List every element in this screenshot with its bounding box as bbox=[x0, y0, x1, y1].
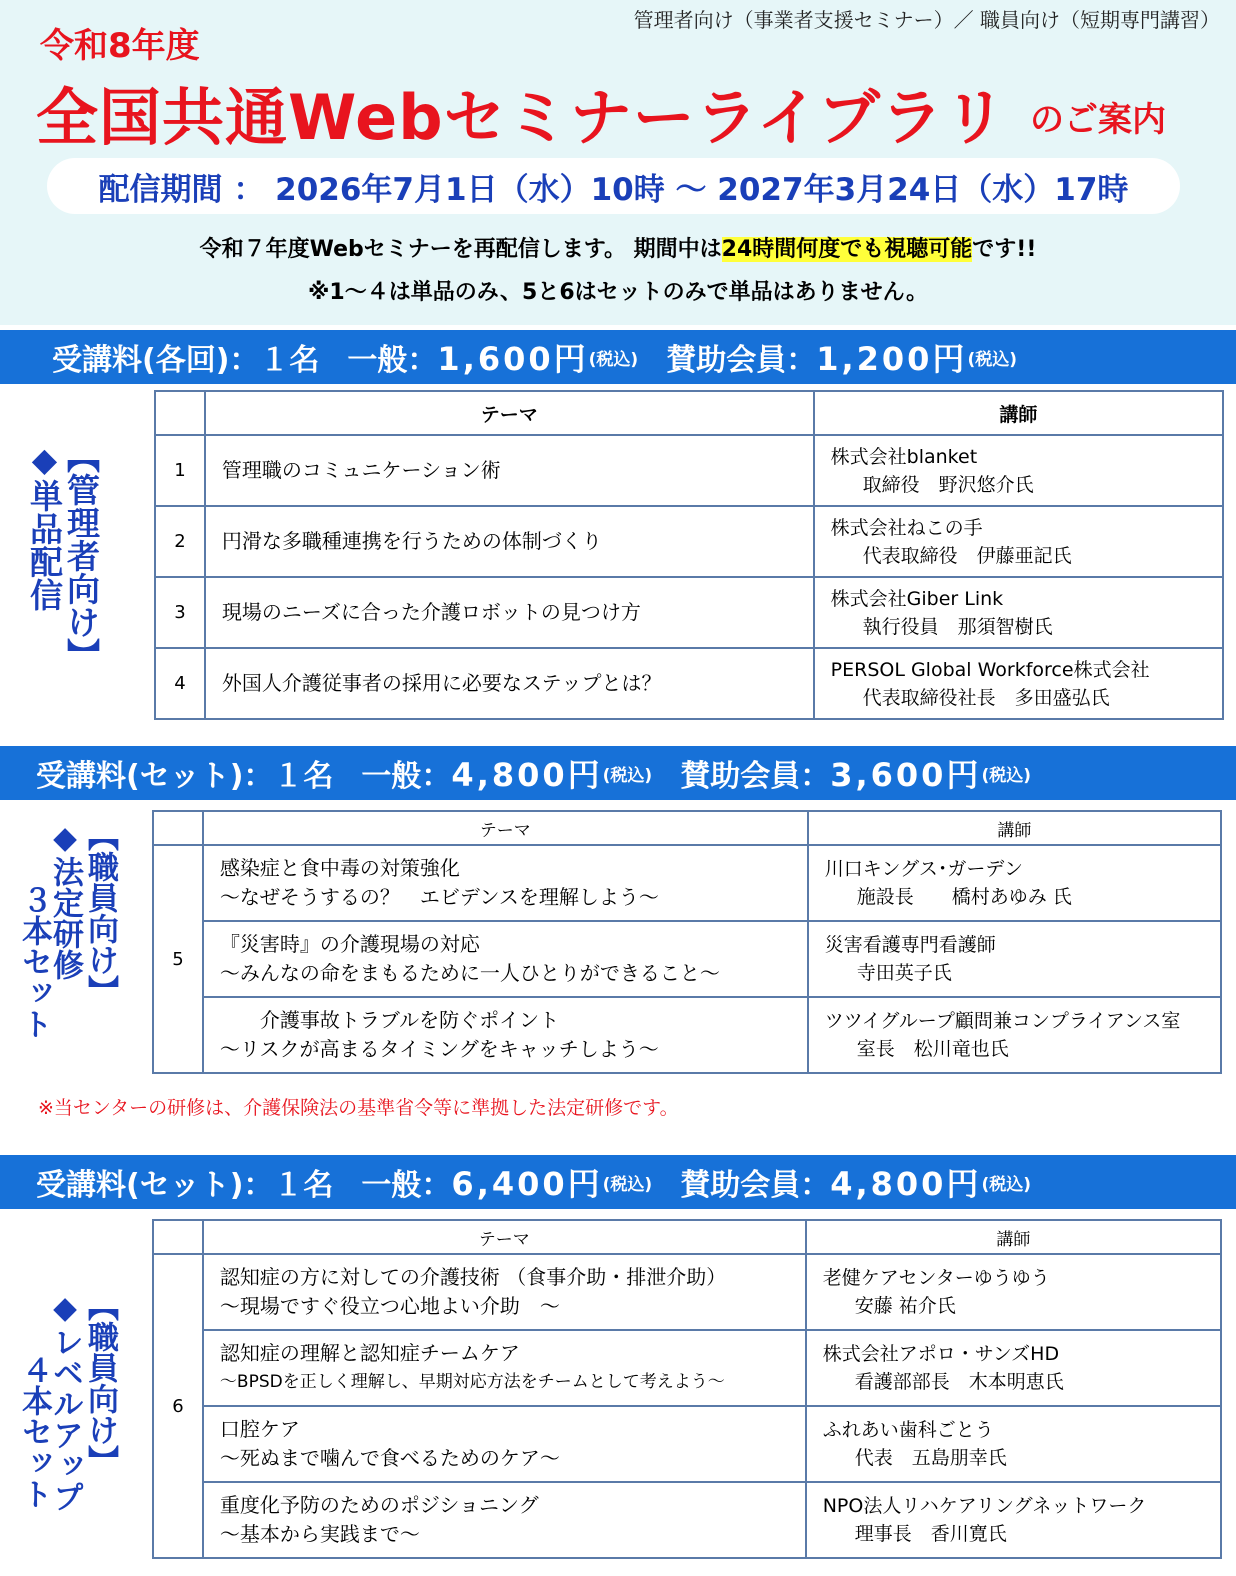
row-theme bbox=[203, 921, 808, 997]
lecturer-name: 取締役 野沢悠介氏 bbox=[862, 473, 1034, 496]
side-set: ３本セット bbox=[16, 884, 52, 1039]
member-label: 賛助会員： bbox=[666, 343, 817, 378]
theme-subtitle: ～リスクが高まるタイミングをキャッチしよう～ bbox=[219, 1037, 659, 1061]
lecturer-name: 看護部部長 木本明恵氏 bbox=[854, 1371, 1064, 1393]
row-lecturer bbox=[806, 1482, 1221, 1558]
side-label-legal bbox=[16, 820, 118, 1070]
lecturer-org: ふれあい歯科ごとう bbox=[822, 1419, 994, 1441]
header-no bbox=[155, 391, 205, 435]
tax-label: (税込) bbox=[967, 349, 1017, 370]
table-row bbox=[155, 506, 1223, 577]
row-lecturer bbox=[808, 997, 1221, 1073]
table-row bbox=[153, 997, 1221, 1073]
page-title: 全国共通Webセミナーライブラリ bbox=[36, 81, 1007, 154]
table-row bbox=[153, 1482, 1221, 1558]
title-suffix: のご案内 bbox=[1030, 100, 1166, 140]
row-theme bbox=[203, 997, 808, 1073]
lecturer-name: 理事長 香川寛氏 bbox=[854, 1523, 1007, 1545]
row-theme: 現場のニーズに合った介護ロボットの見つけ方 bbox=[205, 577, 814, 648]
lecturer-org: 株式会社blanket bbox=[830, 445, 978, 468]
table-legal-training bbox=[152, 810, 1222, 1074]
general-label: 一般： bbox=[347, 343, 438, 378]
theme-subtitle: ～みんなの命をまもるために一人ひとりができること～ bbox=[219, 961, 720, 985]
lecturer-org: NPO法人リハケアリングネットワーク bbox=[822, 1495, 1147, 1517]
theme-subtitle: ～現場ですぐ役立つ心地よい介助 ～ bbox=[219, 1294, 560, 1318]
general-price: 4,800円 bbox=[451, 756, 603, 794]
notice-line-2: ※1～４は単品のみ、5と6はセットのみで単品はありません。 bbox=[308, 280, 928, 305]
member-price: 4,800円 bbox=[830, 1165, 982, 1203]
notice-line-1 bbox=[0, 232, 1236, 263]
notice-text: 令和７年度Webセミナーを再配信します。 期間中は bbox=[199, 237, 722, 262]
row-theme bbox=[203, 1254, 806, 1330]
lecturer-org: 株式会社アポロ・サンズHD bbox=[822, 1343, 1060, 1365]
header-no bbox=[153, 1220, 203, 1254]
row-theme bbox=[203, 1330, 806, 1406]
member-label: 賛助会員： bbox=[680, 759, 831, 794]
side-type: 単品配信 bbox=[25, 479, 64, 611]
side-label-levelup bbox=[16, 1290, 118, 1540]
lecturer-name: 代表 五島朋幸氏 bbox=[854, 1447, 1007, 1469]
theme-title: 『災害時』の介護現場の対応 bbox=[219, 932, 480, 956]
side-bracket: 【職員向け】 bbox=[82, 820, 118, 1006]
row-lecturer bbox=[814, 648, 1223, 719]
table-row bbox=[153, 921, 1221, 997]
member-price: 3,600円 bbox=[830, 756, 982, 794]
table-single-seminars bbox=[154, 390, 1224, 720]
general-price: 6,400円 bbox=[451, 1165, 603, 1203]
audience-text: 管理者向け（事業者支援セミナー）／ 職員向け（短期専門講習） bbox=[633, 8, 1220, 32]
tax-label: (税込) bbox=[588, 349, 639, 370]
row-theme bbox=[203, 845, 808, 921]
theme-title: 重度化予防のためのポジショニング bbox=[219, 1493, 539, 1517]
row-lecturer bbox=[806, 1406, 1221, 1482]
lecturer-name: 代表取締役社長 多田盛弘氏 bbox=[862, 686, 1110, 709]
fee-label: 受講料(セット)：１名 bbox=[36, 1168, 334, 1203]
row-theme: 管理職のコミュニケーション術 bbox=[205, 435, 814, 506]
table-row bbox=[153, 845, 1221, 921]
row-no: 6 bbox=[153, 1254, 203, 1558]
theme-subtitle: ～BPSDを正しく理解し、早期対応方法をチームとして考えよう～ bbox=[219, 1372, 725, 1392]
distribution-period: 配信期間 ： 2026年7月1日（水）10時 ～ 2027年3月24日（水）17時 bbox=[47, 158, 1180, 214]
row-lecturer bbox=[814, 577, 1223, 648]
legal-training-note: ※当センターの研修は、介護保険法の基準省令等に準拠した法定研修です。 bbox=[38, 1097, 679, 1119]
theme-title: 認知症の理解と認知症チームケア bbox=[219, 1341, 520, 1365]
table-row bbox=[153, 1254, 1221, 1330]
theme-title: 介護事故トラブルを防ぐポイント bbox=[219, 1008, 560, 1032]
theme-title: 口腔ケア bbox=[219, 1417, 300, 1441]
lecturer-name: 執行役員 那須智樹氏 bbox=[862, 615, 1053, 638]
lecturer-org: 株式会社ねこの手 bbox=[830, 516, 983, 539]
fee-bar-single bbox=[0, 330, 1236, 384]
general-price: 1,600円 bbox=[437, 340, 589, 378]
row-no: 4 bbox=[155, 648, 205, 719]
tax-label: (税込) bbox=[602, 765, 653, 786]
side-bracket: 【管理者向け】 bbox=[62, 440, 101, 671]
theme-subtitle: ～基本から実践まで～ bbox=[219, 1522, 420, 1546]
row-theme: 円滑な多職種連携を行うための体制づくり bbox=[205, 506, 814, 577]
header-theme: テーマ bbox=[205, 391, 814, 435]
general-label: 一般： bbox=[361, 1168, 452, 1203]
side-bracket: 【職員向け】 bbox=[82, 1290, 118, 1476]
side-set: ４本セット bbox=[16, 1354, 52, 1509]
row-lecturer bbox=[814, 506, 1223, 577]
side-type: 法定研修 bbox=[47, 856, 83, 980]
table-row bbox=[153, 1406, 1221, 1482]
row-lecturer bbox=[808, 921, 1221, 997]
header-theme: テーマ bbox=[203, 811, 808, 845]
header-lecturer: 講師 bbox=[808, 811, 1221, 845]
lecturer-org: 株式会社Giber Link bbox=[830, 587, 1004, 610]
lecturer-org: ツツイグループ顧問兼コンプライアンス室 bbox=[824, 1010, 1181, 1032]
theme-title: 感染症と食中毒の対策強化 bbox=[219, 856, 460, 880]
lecturer-name: 安藤 祐介氏 bbox=[854, 1295, 956, 1317]
row-theme bbox=[203, 1482, 806, 1558]
notice-highlight: 24時間何度でも視聴可能 bbox=[721, 237, 973, 262]
diamond-icon: ◆ bbox=[25, 440, 64, 479]
theme-subtitle: ～死ぬまで噛んで食べるためのケア～ bbox=[219, 1446, 560, 1470]
side-type: レベルアップ bbox=[47, 1326, 83, 1512]
row-theme bbox=[203, 1406, 806, 1482]
row-theme: 外国人介護従事者の採用に必要なステップとは？ bbox=[205, 648, 814, 719]
lecturer-org: 川口キングス･ガーデン bbox=[824, 858, 1024, 880]
diamond-icon: ◆ bbox=[47, 820, 83, 856]
row-no: 3 bbox=[155, 577, 205, 648]
table-row bbox=[155, 648, 1223, 719]
lecturer-org: 老健ケアセンターゆうゆう bbox=[822, 1267, 1050, 1289]
theme-title: 認知症の方に対しての介護技術 （食事介助・排泄介助） bbox=[219, 1265, 727, 1289]
lecturer-name: 代表取締役 伊藤亜記氏 bbox=[862, 544, 1072, 567]
row-no: 1 bbox=[155, 435, 205, 506]
lecturer-name: 寺田英子氏 bbox=[856, 962, 952, 984]
row-no: 2 bbox=[155, 506, 205, 577]
fiscal-year: 令和8年度 bbox=[40, 26, 200, 66]
row-lecturer bbox=[806, 1254, 1221, 1330]
row-lecturer bbox=[808, 845, 1221, 921]
lecturer-org: PERSOL Global Workforce株式会社 bbox=[830, 658, 1150, 681]
row-lecturer bbox=[806, 1330, 1221, 1406]
fee-label: 受講料(各回)：１名 bbox=[52, 343, 320, 378]
table-levelup-training bbox=[152, 1219, 1222, 1559]
header-lecturer: 講師 bbox=[814, 391, 1223, 435]
tax-label: (税込) bbox=[981, 765, 1031, 786]
fee-label: 受講料(セット)：１名 bbox=[36, 759, 334, 794]
member-label: 賛助会員： bbox=[680, 1168, 831, 1203]
table-row bbox=[153, 1330, 1221, 1406]
fee-bar-set-legal bbox=[0, 746, 1236, 800]
row-no: 5 bbox=[153, 845, 203, 1073]
tax-label: (税込) bbox=[602, 1174, 653, 1195]
notice-text-end: です!! bbox=[972, 237, 1037, 262]
header-no bbox=[153, 811, 203, 845]
lecturer-name: 施設長 橋村あゆみ 氏 bbox=[856, 886, 1072, 908]
table-row bbox=[155, 577, 1223, 648]
side-label-manager bbox=[25, 440, 101, 700]
member-price: 1,200円 bbox=[816, 340, 968, 378]
table-row bbox=[155, 435, 1223, 506]
lecturer-org: 災害看護専門看護師 bbox=[824, 934, 996, 956]
general-label: 一般： bbox=[361, 759, 452, 794]
row-lecturer bbox=[814, 435, 1223, 506]
theme-subtitle: ～なぜそうするの？ エビデンスを理解しよう～ bbox=[219, 885, 659, 909]
fee-bar-set-levelup bbox=[0, 1155, 1236, 1209]
lecturer-name: 室長 松川竜也氏 bbox=[856, 1038, 1009, 1060]
tax-label: (税込) bbox=[981, 1174, 1031, 1195]
header-lecturer: 講師 bbox=[806, 1220, 1221, 1254]
diamond-icon: ◆ bbox=[47, 1290, 83, 1326]
header-theme: テーマ bbox=[203, 1220, 806, 1254]
